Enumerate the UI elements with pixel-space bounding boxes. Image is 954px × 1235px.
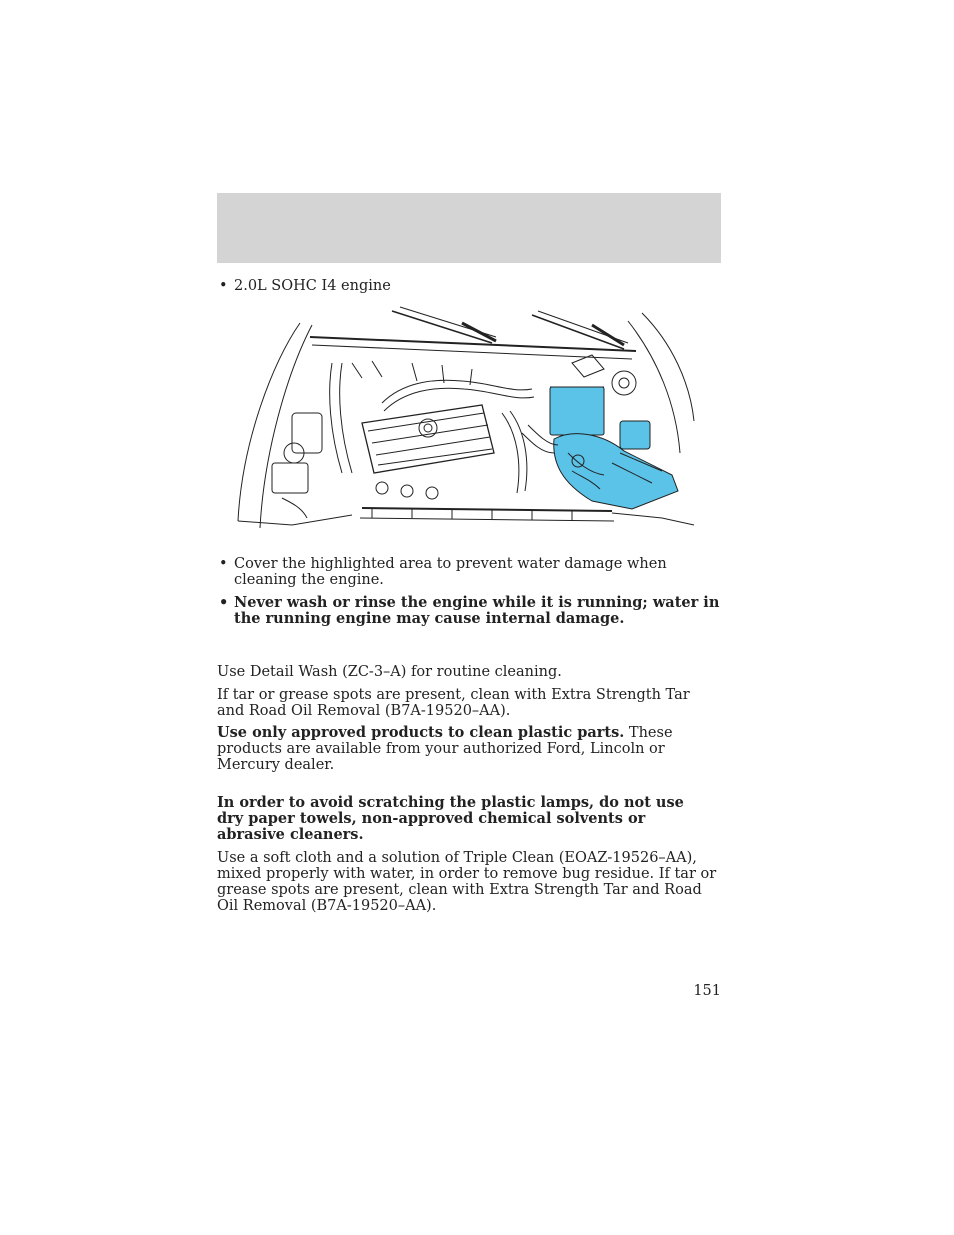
bullet-icon: • bbox=[219, 278, 228, 294]
bullet-cover-area: Cover the highlighted area to prevent water damage when cleaning the engine. bbox=[234, 556, 667, 588]
engine-label: 2.0L SOHC I4 engine bbox=[234, 278, 391, 294]
section-header-band bbox=[217, 193, 721, 263]
page-number: 151 bbox=[693, 983, 721, 999]
plastic-parts-p1: Use Detail Wash (ZC-3–A) for routine cleaning. bbox=[217, 664, 562, 680]
lamps-warning: In order to avoid scratching the plastic lamps, do not use dry paper towels, non-approved chemical solvents or abrasive cleaners. bbox=[217, 794, 684, 843]
plastic-parts-p3 bbox=[217, 725, 721, 773]
engine-compartment-illustration bbox=[232, 303, 698, 543]
plastic-parts-p3-bold: Use only approved products to clean plastic parts. bbox=[217, 724, 625, 741]
plastic-parts-p3-rest: These products are available from your authorized Ford, Lincoln or Mercury dealer. bbox=[217, 725, 673, 773]
plastic-parts-p2: If tar or grease spots are present, clean with Extra Strength Tar and Road Oil Removal (B7A-19520–AA). bbox=[217, 687, 690, 719]
lamps-p1: Use a soft cloth and a solution of Triple Clean (EOAZ-19526–AA), mixed properly with water, in order to remove bug residue. If tar or grease spots are present, clean with Extra Strength Tar and Road Oil Removal (B7A-19520–AA). bbox=[217, 850, 717, 914]
bullet-never-wash-warning: Never wash or rinse the engine while it is running; water in the running engine may cause internal damage. bbox=[234, 594, 720, 627]
bullet-icon: • bbox=[219, 594, 229, 611]
bullet-icon: • bbox=[219, 556, 228, 572]
